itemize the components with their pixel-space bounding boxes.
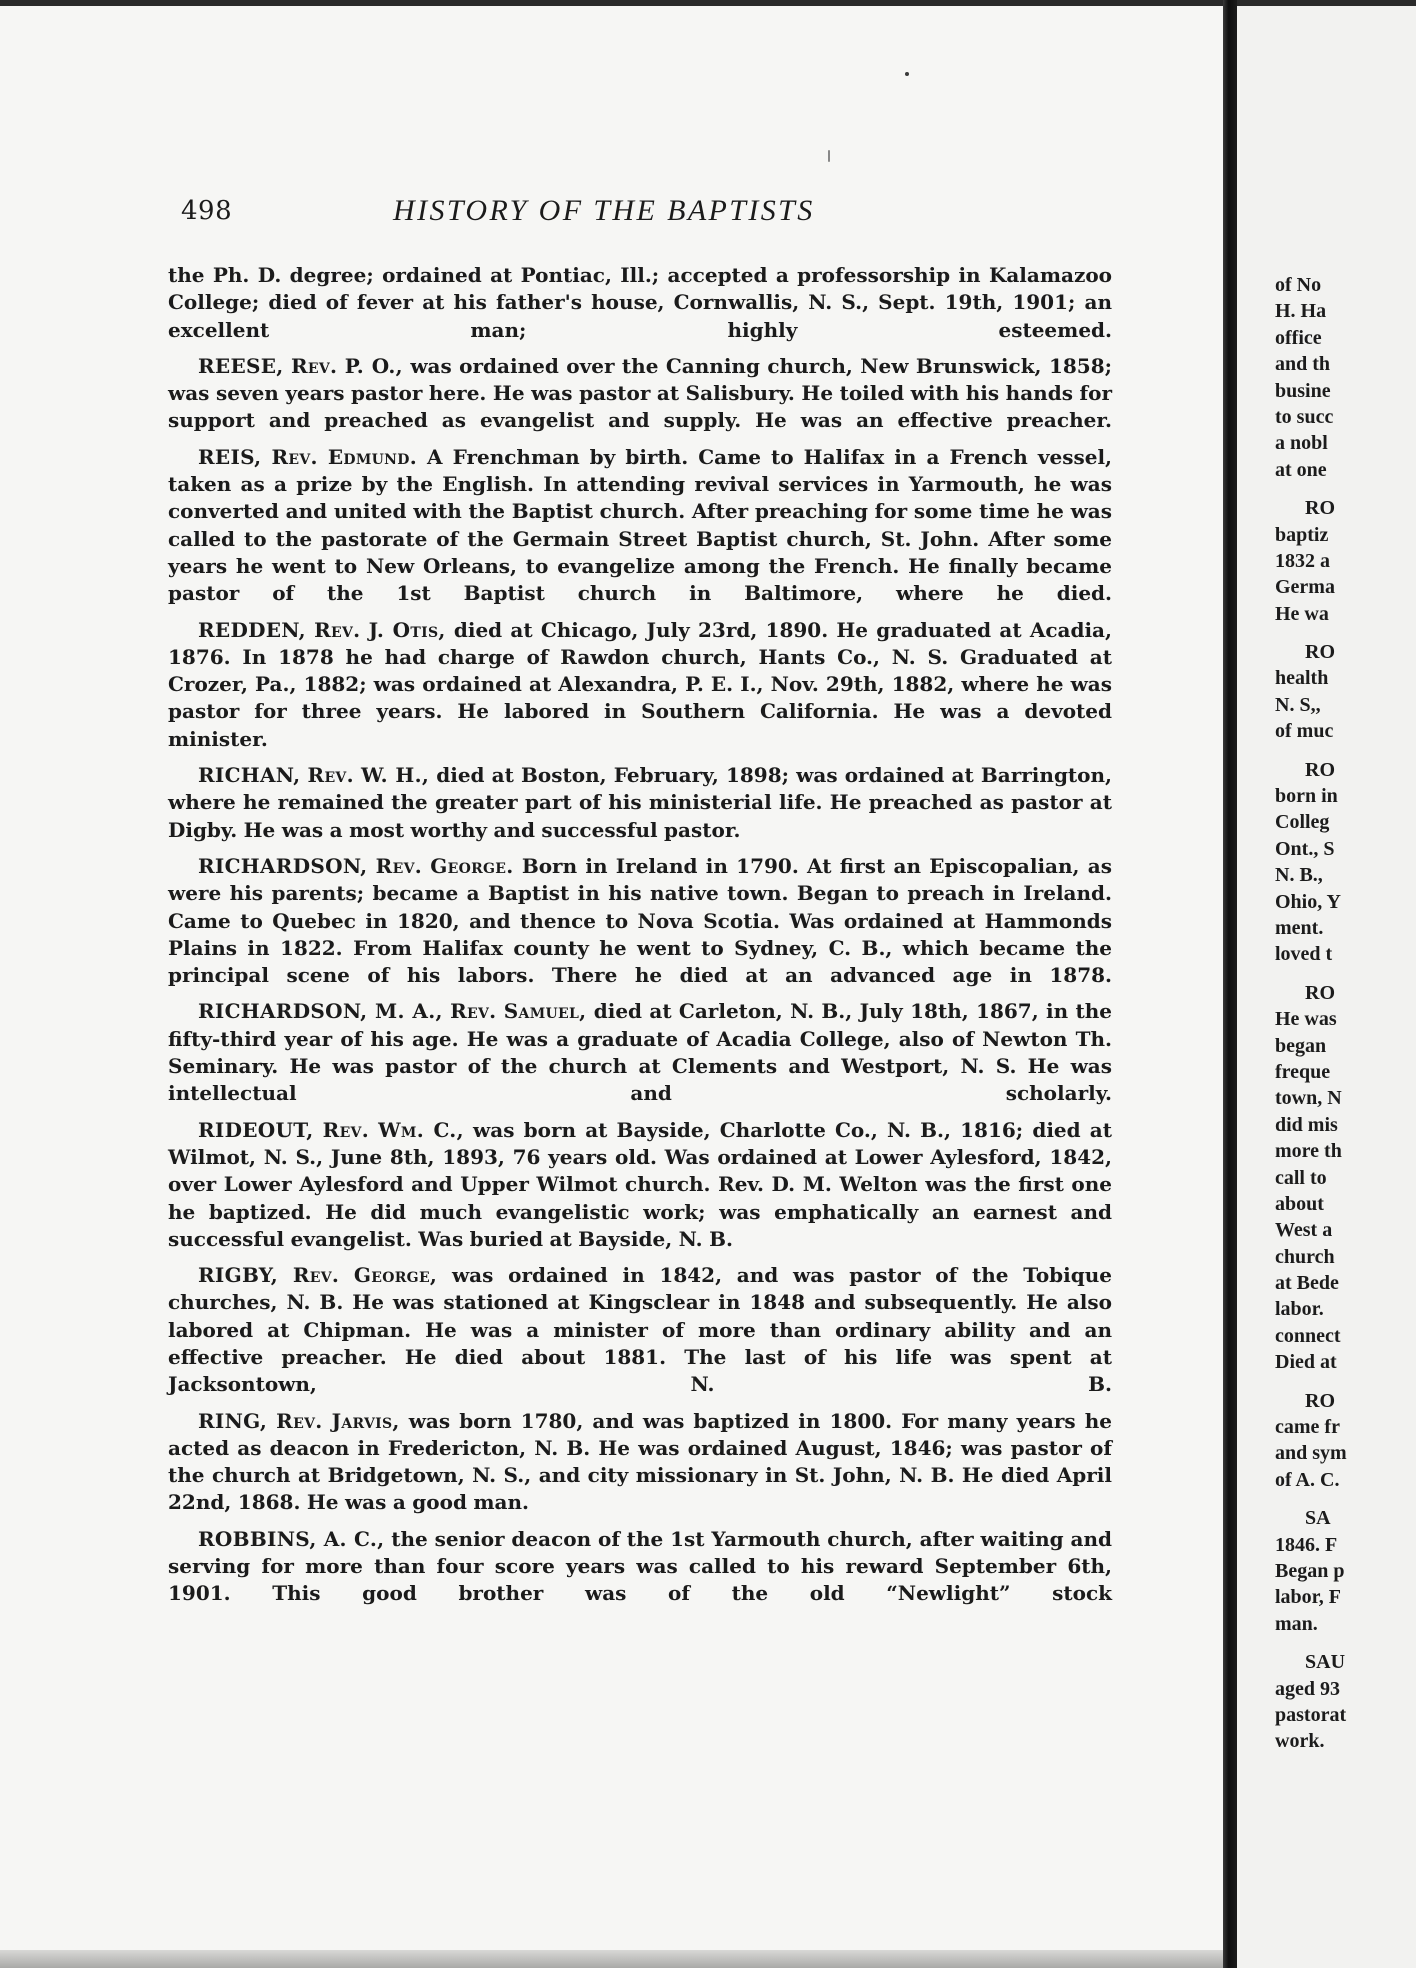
entry-surname: RICHARDSON, <box>198 853 368 878</box>
text-column <box>168 262 1112 1617</box>
right-page-line-fragment: RO <box>1305 497 1335 520</box>
right-page-line-fragment: RO <box>1305 641 1335 664</box>
entry-paragraph <box>168 998 1112 1107</box>
right-page-line-fragment: ment. <box>1275 916 1324 939</box>
entry-paragraph <box>168 1117 1112 1253</box>
entry-surname: RING, <box>198 1408 268 1433</box>
entry-given-name: Wm. C., <box>378 1117 464 1142</box>
entry-title: Rev. <box>375 853 422 878</box>
entry-text: Born in Ireland in 1790. At first an Episcopalian, as were his parents; became a Baptist in his native town. Began to preach in Ireland. Came to Quebec in 1820, and thence to Nova Scotia. Was ordained at Hammonds Plains in 1822. From Halifax county he went to Sydney, C. B., which became the principal scene of his labors. There he died at an advanced age in 1878. <box>168 853 1112 988</box>
right-page-line-fragment: at Bede <box>1275 1272 1339 1295</box>
right-page-line-fragment: 1846. F <box>1275 1533 1338 1556</box>
right-page-line-fragment: pastorat <box>1275 1703 1347 1726</box>
entry-text: died at Chicago, July 23rd, 1890. He graduated at Acadia, 1876. In 1878 he had charge of Rawdon church, Hants Co., N. S. Graduated at Crozer, Pa., 1882; was ordained at Alexandra, P. E. I., Nov. 29th, 1882, where he was pastor for three years. He labored in Southern California. He was a devoted minister. <box>168 617 1112 751</box>
right-page-line-fragment: Ohio, Y <box>1275 890 1341 913</box>
right-page-line-fragment: a nobl <box>1275 432 1328 455</box>
right-page-line-fragment: connect <box>1275 1324 1341 1347</box>
right-page-line-fragment: N. S,, <box>1275 693 1321 716</box>
right-page-text-fragments <box>1275 272 1416 1755</box>
page-edge-shadow <box>0 1950 1223 1968</box>
entry-paragraph <box>168 1408 1112 1517</box>
scan-border-top <box>0 0 1223 6</box>
right-page-line-fragment: West a <box>1275 1219 1333 1242</box>
right-page-line-fragment: office <box>1275 326 1322 349</box>
right-page-line-fragment: Colleg <box>1275 811 1330 834</box>
right-page-line-fragment: SAU <box>1305 1651 1346 1674</box>
scan-speck <box>905 72 909 76</box>
right-page-line-fragment: Died at <box>1275 1351 1337 1374</box>
scan-speck <box>828 150 830 162</box>
entry-surname: REIS, <box>198 444 262 469</box>
running-head <box>181 192 1111 232</box>
entry-title: Rev. <box>322 1117 369 1142</box>
book-gutter <box>1223 0 1237 1968</box>
entry-surname: RICHAN, <box>198 763 301 788</box>
entry-given-name: Edmund. <box>327 444 417 469</box>
paragraph-gap <box>1275 1376 1416 1388</box>
opening-paragraph: the Ph. D. degree; ordained at Pontiac, Ill.; accepted a professorship in Kalamazoo College; died of fever at his father's house, Cornwallis, N. S., Sept. 19th, 1901; an excellent man; highly esteemed. <box>168 263 1112 342</box>
right-page-line-fragment: Ont., S <box>1275 837 1335 860</box>
right-page-line-fragment: H. Ha <box>1275 300 1327 323</box>
entry-title: Rev. <box>314 617 361 642</box>
entry-title: Rev. <box>307 763 354 788</box>
entry-given-name: P. O., <box>344 353 403 378</box>
entry-text: died at Carleton, N. B., July 18th, 1867, in the fifty-third year of his age. He was a graduate of Acadia College, also of Newton Th. Seminary. He was pastor of the church at Clements and Westport, N. S. He was intellectual and scholarly. <box>168 999 1113 1106</box>
entry-paragraph <box>168 762 1112 844</box>
right-page-line-fragment: loved t <box>1275 943 1333 966</box>
entry-surname: RIDEOUT, <box>198 1117 314 1142</box>
right-page-line-fragment: 1832 a <box>1275 549 1330 572</box>
right-page-line-fragment: labor, F <box>1275 1586 1341 1609</box>
entry-given-name: George. <box>430 853 514 878</box>
right-page-line-fragment: RO <box>1305 1389 1335 1412</box>
right-page-line-fragment: N. B., <box>1275 864 1323 887</box>
right-page-line-fragment: Began p <box>1275 1559 1345 1582</box>
right-page-line-fragment: born in <box>1275 785 1338 808</box>
right-page-line-fragment: work. <box>1275 1730 1325 1753</box>
right-page-line-fragment: of muc <box>1275 720 1334 743</box>
entry-text: was born 1780, and was baptized in 1800. For many years he acted as deacon in Fredericton, N. B. He was ordained August, 1846; was pastor of the church at Bridgetown, N. S., and city missionary in St. John, N. B. He died April 22nd, 1868. He was a good man. <box>168 1408 1113 1515</box>
entry-text: A Frenchman by birth. Came to Halifax in a French vessel, taken as a prize by the English. In attending revival services in Yarmouth, he was converted and united with the Baptist church. After preaching for some time he was called to the pastorate of the Germain Street Baptist church, St. John. After some years he went to New Orleans, to evangelize among the French. He finally became pastor of the 1st Baptist church in Baltimore, where he died. <box>168 444 1113 606</box>
scan-border-top-right <box>1237 0 1416 6</box>
right-page-line-fragment: came fr <box>1275 1416 1340 1439</box>
entry-paragraph <box>168 1262 1112 1398</box>
right-page-line-fragment: about <box>1275 1192 1324 1215</box>
paragraph-gap <box>1275 1493 1416 1505</box>
right-page-line-fragment: church <box>1275 1245 1335 1268</box>
right-page-line-fragment: and sym <box>1275 1442 1347 1465</box>
entry-paragraph <box>168 353 1112 435</box>
entry-text: was ordained over the Canning church, New Brunswick, 1858; was seven years pastor here. He was pastor at Salisbury. He toiled with his hands for support and preached as evangelist and supply. He was an effective preacher. <box>168 353 1113 433</box>
entry-title: Rev. <box>450 999 497 1024</box>
entry-title: Rev. <box>276 1408 323 1433</box>
paragraph-gap <box>1275 483 1416 495</box>
entry-title: Rev. <box>292 1263 340 1288</box>
right-page-line-fragment: SA <box>1305 1507 1331 1530</box>
right-page-line-fragment: aged 93 <box>1275 1677 1340 1700</box>
entry-surname: RIGBY, <box>198 1263 279 1288</box>
right-page-line-fragment: town, N <box>1275 1087 1342 1110</box>
right-page-line-fragment: call to <box>1275 1166 1327 1189</box>
right-page <box>1237 0 1416 1968</box>
right-page-line-fragment: began <box>1275 1034 1327 1057</box>
paragraph-gap <box>1275 968 1416 980</box>
entry-given-name: W. H., <box>361 763 430 788</box>
right-page-line-fragment: baptiz <box>1275 523 1329 546</box>
right-page-line-fragment: He wa <box>1275 602 1329 625</box>
right-page-line-fragment: He was <box>1275 1008 1337 1031</box>
entry-surname: ROBBINS, A. C., <box>198 1526 385 1551</box>
right-page-line-fragment: did mis <box>1275 1113 1338 1136</box>
paragraph-gap <box>1275 1637 1416 1649</box>
entry-paragraph <box>168 444 1112 608</box>
right-page-line-fragment: RO <box>1305 758 1335 781</box>
entry-text: was ordained in 1842, and was pastor of the Tobique churches, N. B. He was stationed at Kingsclear in 1848 and subsequently. He also labored at Chipman. He was a minister of more than ordinary ability and an effective preacher. He died about 1881. The last of his life was spent at Jacksontown, N. B. <box>168 1263 1112 1397</box>
entry-text: was born at Bayside, Charlotte Co., N. B., 1816; died at Wilmot, N. S., June 8th, 1893, 76 years old. Was ordained at Lower Aylesford, 1842, over Lower Aylesford and Upper Wilmot church. Rev. D. M. Welton was the first one he baptized. He did much evangelistic work; was emphatically an earnest and successful evangelist. Was buried at Bayside, N. B. <box>168 1117 1112 1251</box>
entry-title: Rev. <box>271 444 318 469</box>
entry-title: Rev. <box>291 353 338 378</box>
right-page-line-fragment: freque <box>1275 1060 1331 1083</box>
right-page-line-fragment: labor. <box>1275 1298 1324 1321</box>
entry-text: the senior deacon of the 1st Yarmouth church, after waiting and serving for more than four score years was called to his reward September 6th, 1901. This good brother was of the old “Newlight” stock <box>168 1526 1112 1606</box>
right-page-line-fragment: of No <box>1275 274 1322 296</box>
right-page-line-fragment: to succ <box>1275 405 1334 428</box>
entry-given-name: George, <box>353 1263 438 1288</box>
right-page-line-fragment: and th <box>1275 353 1331 376</box>
right-page-line-fragment: more th <box>1275 1140 1342 1163</box>
right-page-line-fragment: of A. C. <box>1275 1468 1340 1491</box>
right-page-line-fragment: man. <box>1275 1612 1318 1635</box>
entry-given-name: Samuel, <box>503 999 587 1024</box>
entry-given-name: Jarvis, <box>331 1408 400 1433</box>
entry-surname: REESE, <box>198 353 284 378</box>
right-page-line-fragment: at one <box>1275 458 1327 481</box>
right-page-line-fragment: busine <box>1275 379 1331 402</box>
entry-paragraph <box>168 853 1112 989</box>
running-title: HISTORY OF THE BAPTISTS <box>393 194 815 227</box>
entry-surname: REDDEN, <box>198 617 306 642</box>
paragraph-gap <box>1275 627 1416 639</box>
right-page-line-fragment: health <box>1275 667 1329 690</box>
entry-text: died at Boston, February, 1898; was ordained at Barrington, where he remained the greater part of his ministerial life. He preached as pastor at Digby. He was a most worthy and successful pastor. <box>168 763 1113 842</box>
entry-paragraph <box>168 617 1112 753</box>
right-page-line-fragment: RO <box>1305 981 1335 1004</box>
right-page-line-fragment: Germa <box>1275 576 1335 599</box>
entry-paragraph <box>168 1526 1112 1608</box>
entry-given-name: J. Otis, <box>368 617 446 642</box>
paragraph-gap <box>1275 745 1416 757</box>
page-number: 498 <box>181 196 233 226</box>
entry-surname: RICHARDSON, M. A., <box>198 999 443 1024</box>
